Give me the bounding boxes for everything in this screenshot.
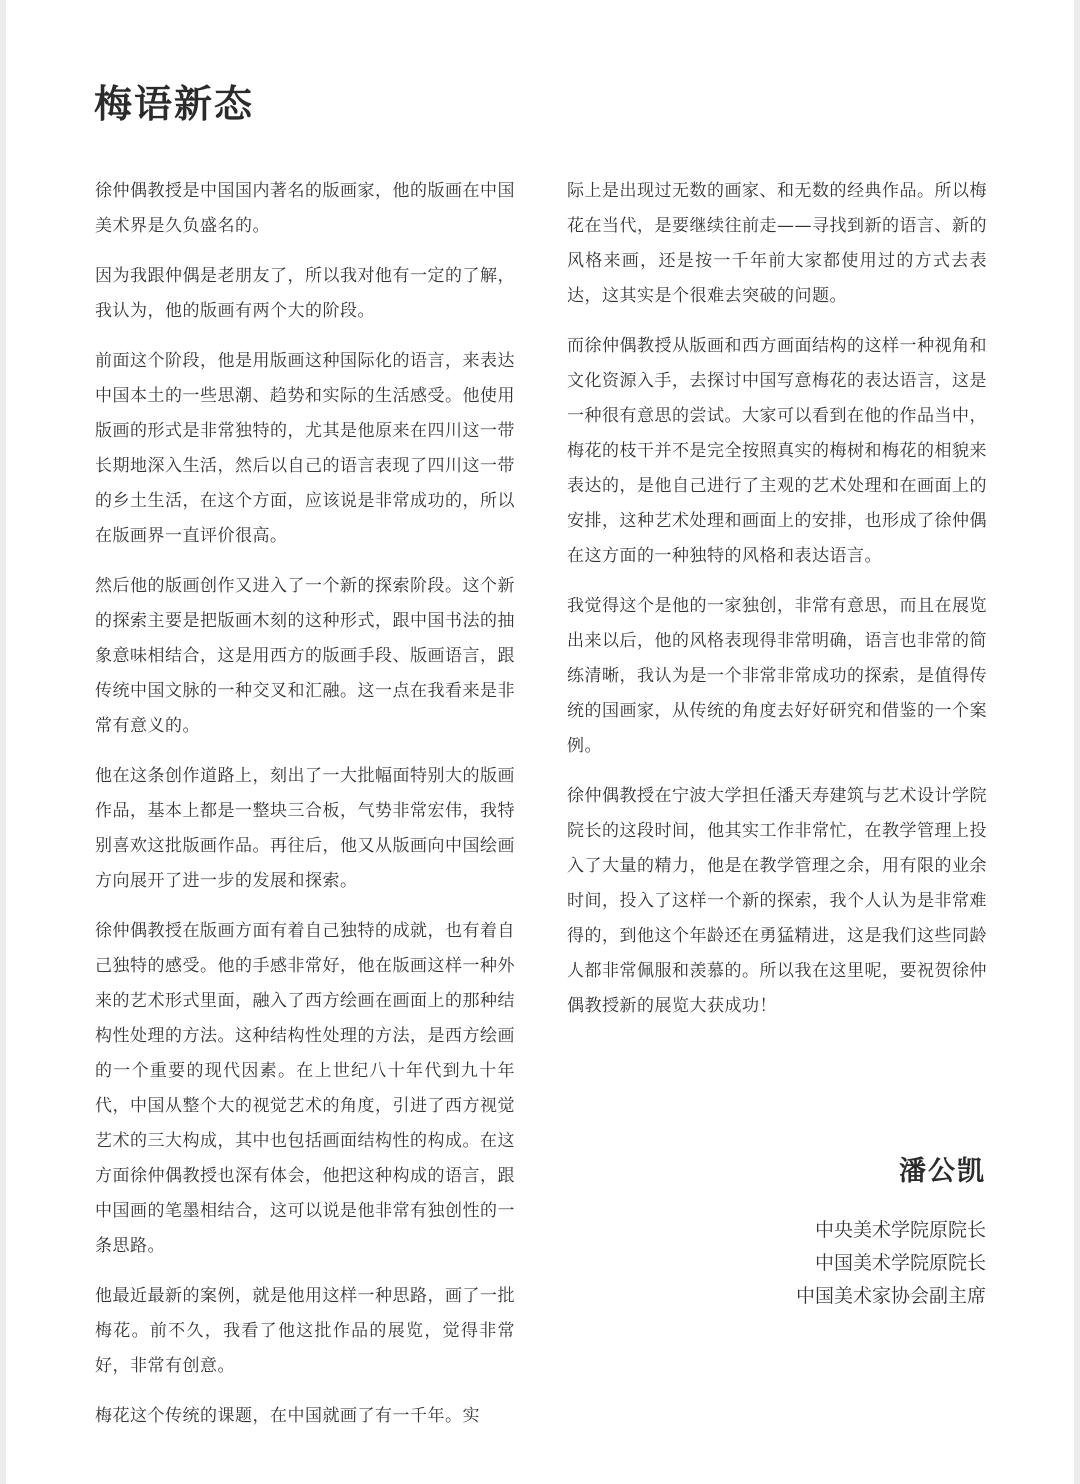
- paragraph: 徐仲偶教授在版画方面有着自己独特的成就，也有着自己独特的感受。他的手感非常好，他在版画这样一种外来的艺术形式里面，融入了西方绘画在画面上的那种结构性处理的方法。这种结构性处理的方法，是西方绘画的一个重要的现代因素。在上世纪八十年代到九十年代，中国从整个大的视觉艺术的角度，引进了西方视觉艺术的三大构成，其中也包括画面结构性的构成。在这方面徐仲偶教授也深有体会，他把这种构成的语言，跟中国画的笔墨相结合，这可以说是他非常有独创性的一条思路。: [95, 921, 515, 1256]
- paragraph: 他在这条创作道路上，刻出了一大批幅面特别大的版画作品，基本上都是一整块三合板，气势非常宏伟，我特别喜欢这批版画作品。再往后，他又从版画向中国绘画方向展开了进一步的发展和探索。: [95, 766, 515, 891]
- author-block: [796, 1150, 986, 1313]
- paragraph: 因为我跟仲偶是老朋友了，所以我对他有一定的了解，我认为，他的版画有两个大的阶段。: [95, 266, 515, 321]
- article-title: 梅语新态: [94, 82, 255, 126]
- paragraph: 然后他的版画创作又进入了一个新的探索阶段。这个新的探索主要是把版画木刻的这种形式，跟中国书法的抽象意味相结合，这是用西方的版画手段、版画语言，跟传统中国文脉的一种交叉和汇融。这一点在我看来是非常有意义的。: [95, 576, 515, 736]
- right-column: [567, 174, 987, 1039]
- author-title: 中央美术学院原院长: [814, 1219, 986, 1241]
- paragraph: 际上是出现过无数的画家、和无数的经典作品。所以梅花在当代，是要继续往前走——寻找到新的语言、新的风格来画，还是按一千年前大家都使用过的方式去表达，这其实是个很难去突破的问题。: [567, 181, 987, 306]
- paragraph: 徐仲偶教授是中国国内著名的版画家，他的版画在中国美术界是久负盛名的。: [95, 181, 515, 236]
- paragraph: 他最近最新的案例，就是他用这样一种思路，画了一批梅花。前不久，我看了他这批作品的展览，觉得非常好，非常有创意。: [95, 1286, 515, 1376]
- author-title: 中国美术家协会副主席: [795, 1285, 986, 1307]
- paragraph: 前面这个阶段，他是用版画这种国际化的语言，来表达中国本土的一些思潮、趋势和实际的生活感受。他使用版画的形式是非常独特的，尤其是他原来在四川这一带长期地深入生活，然后以自己的语言表现了四川这一带的乡土生活，在这个方面，应该说是非常成功的，所以在版画界一直评价很高。: [95, 351, 515, 546]
- paragraph: 徐仲偶教授在宁波大学担任潘天寿建筑与艺术设计学院院长的这段时间，他其实工作非常忙，在教学管理上投入了大量的精力，他是在教学管理之余，用有限的业余时间，投入了这样一个新的探索，我个人认为是非常难得的，到他这个年龄还在勇猛精进，这是我们这些同龄人都非常佩服和羡慕的。所以我在这里呢，要祝贺徐仲偶教授新的展览大获成功！: [567, 786, 987, 1016]
- left-column: [95, 174, 515, 1449]
- paragraph: 梅花这个传统的课题，在中国就画了有一千年。实: [95, 1406, 480, 1426]
- author-title: 中国美术学院原院长: [814, 1252, 986, 1274]
- paragraph: 我觉得这个是他的一家独创，非常有意思，而且在展览出来以后，他的风格表现得非常明确，语言也非常的简练清晰，我认为是一个非常非常成功的探索，是值得传统的国画家，从传统的角度去好好研究和借鉴的一个案例。: [567, 596, 987, 756]
- article-page: [6, 0, 1074, 1484]
- author-name: 潘公凯: [899, 1156, 986, 1187]
- paragraph: 而徐仲偶教授从版画和西方画面结构的这样一种视角和文化资源入手，去探讨中国写意梅花的表达语言，这是一种很有意思的尝试。大家可以看到在他的作品当中，梅花的枝干并不是完全按照真实的梅树和梅花的相貌来表达的，是他自己进行了主观的艺术处理和在画面上的安排，这种艺术处理和画面上的安排，也形成了徐仲偶在这方面的一种独特的风格和表达语言。: [567, 336, 987, 566]
